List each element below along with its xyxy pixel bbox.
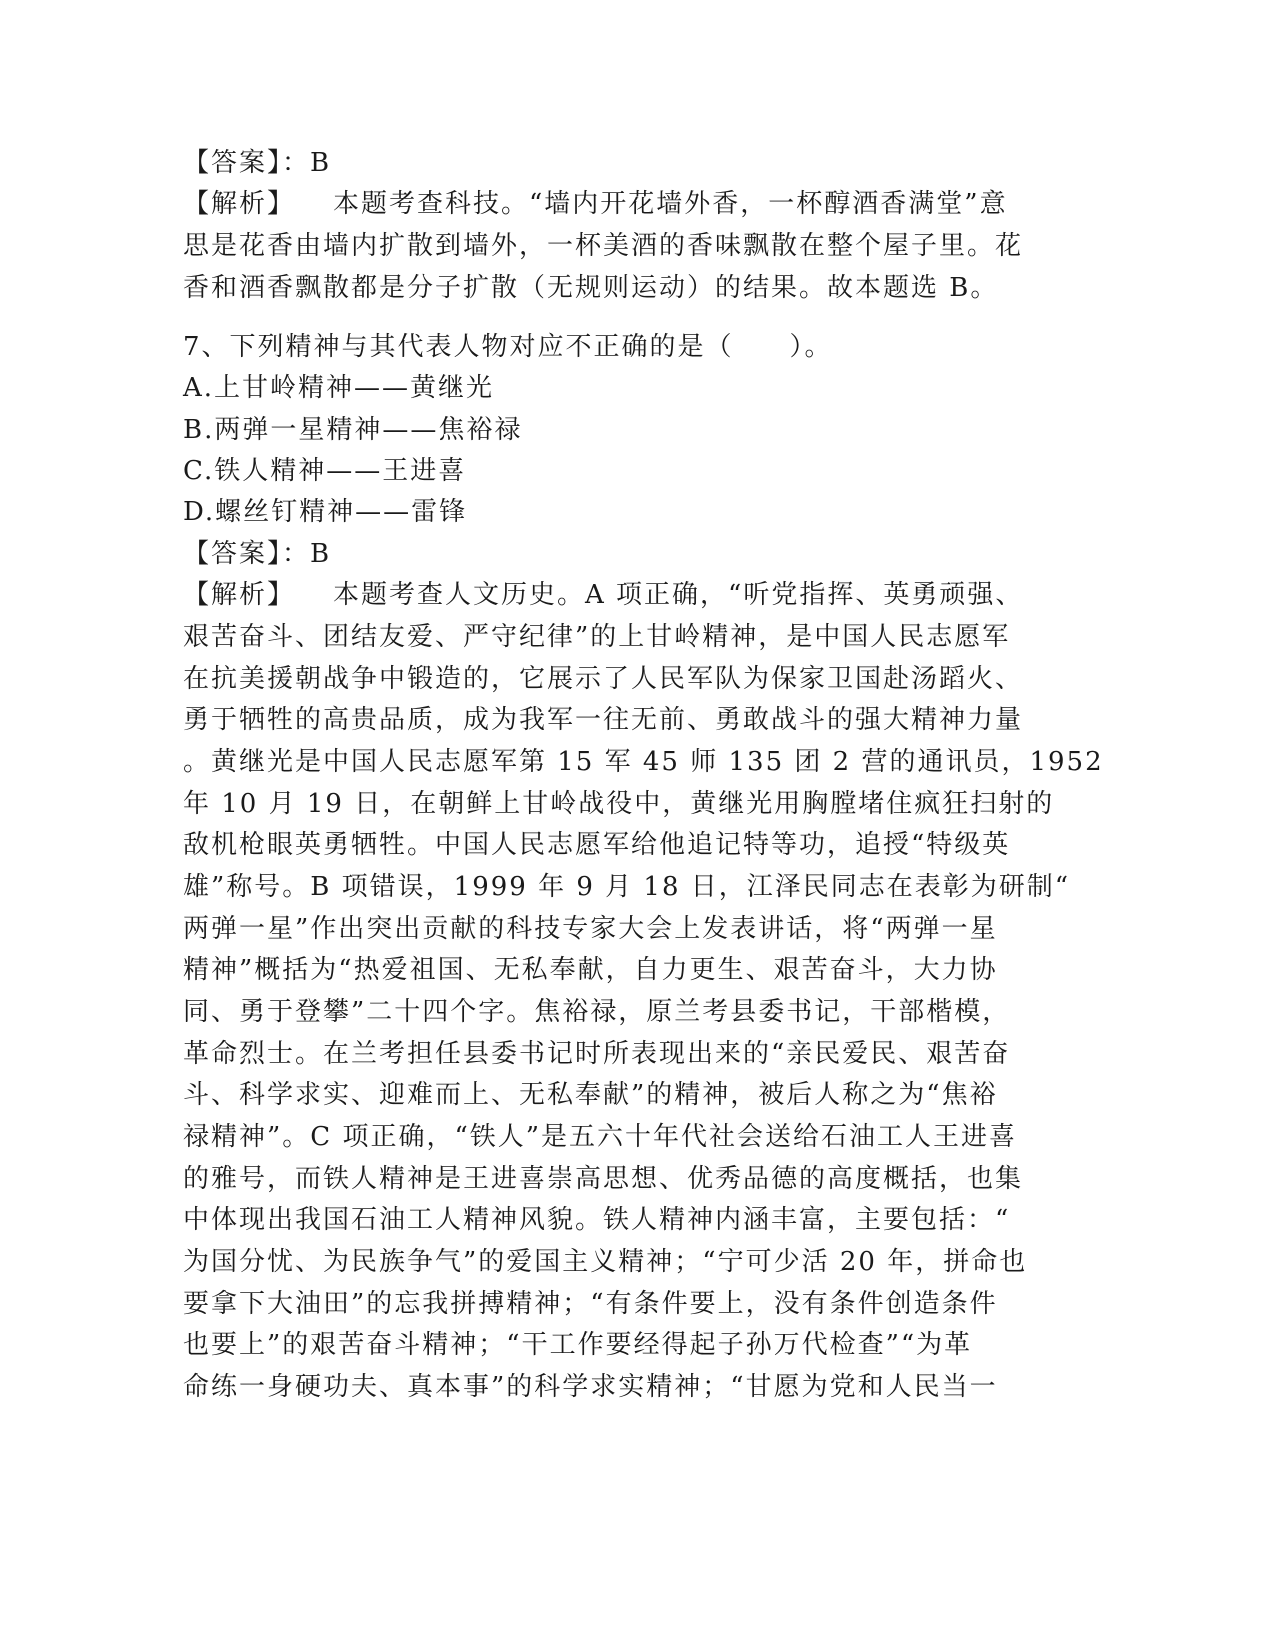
q7-analysis-line-12: 革命烈士。在兰考担任县委书记时所表现出来的“亲民爱民、艰苦奋 — [183, 1039, 1011, 1069]
q7-analysis-line-15: 的雅号，而铁人精神是王进喜崇高思想、优秀品德的高度概括，也集 — [183, 1164, 1024, 1194]
q7-analysis-line-3: 在抗美援朝战争中锻造的，它展示了人民军队为保家卫国赴汤蹈火、 — [183, 664, 1024, 694]
q7-analysis-line-16: 中体现出我国石油工人精神风貌。铁人精神内涵丰富，主要包括：“ — [183, 1205, 1011, 1235]
q7-analysis-line-4: 勇于牺牲的高贵品质，成为我军一往无前、勇敢战斗的强大精神力量 — [183, 705, 1024, 735]
q7-analysis-line-5: 。黄继光是中国人民志愿军第 15 军 45 师 135 团 2 营的通讯员，1952 — [183, 747, 1104, 777]
q6-analysis-label: 【解析】 — [183, 189, 296, 219]
q7-analysis-line-10: 精神”概括为“热爱祖国、无私奉献，自力更生、艰苦奋斗，大力协 — [183, 955, 998, 985]
q6-analysis-line-1 — [183, 184, 1063, 224]
q6-answer-value: B — [310, 148, 332, 178]
q6-analysis-text-1: 本题考查科技。“墙内开花墙外香，一杯醇酒香满堂”意 — [333, 189, 1008, 219]
q7-analysis-line-18: 要拿下大油田”的忘我拼搏精神；“有条件要上，没有条件创造条件 — [183, 1289, 998, 1319]
q6-answer-line — [183, 143, 1063, 183]
q6-answer-label: 【答案】： — [183, 148, 311, 178]
q7-answer-value: B — [310, 539, 332, 569]
q7-answer-line — [183, 534, 1063, 574]
q7-option-b: B.两弹一星精神——焦裕禄 — [183, 415, 523, 445]
q7-option-d: D.螺丝钉精神——雷锋 — [183, 497, 468, 527]
q7-analysis-line-2: 艰苦奋斗、团结友爱、严守纪律”的上甘岭精神，是中国人民志愿军 — [183, 622, 1011, 652]
q7-analysis-line-11: 同、勇于登攀”二十四个字。焦裕禄，原兰考县委书记，干部楷模， — [183, 997, 1011, 1027]
q7-analysis-line-19: 也要上”的艰苦奋斗精神；“干工作要经得起子孙万代检查”“为革 — [183, 1330, 973, 1360]
q7-analysis-line-14: 禄精神”。C 项正确，“铁人”是五六十年代社会送给石油工人王进喜 — [183, 1122, 1018, 1152]
q7-analysis-line-13: 斗、科学求实、迎难而上、无私奉献”的精神，被后人称之为“焦裕 — [183, 1080, 998, 1110]
q7-question: 7、下列精神与其代表人物对应不正确的是（ ）。 — [183, 332, 833, 362]
q6-analysis-line-3: 香和酒香飘散都是分子扩散（无规则运动）的结果。故本题选 B。 — [183, 273, 999, 303]
q7-analysis-line-7: 敌机枪眼英勇牺牲。中国人民志愿军给他追记特等功，追授“特级英 — [183, 830, 1011, 860]
q7-analysis-line-6: 年 10 月 19 日，在朝鲜上甘岭战役中，黄继光用胸膛堵住疯狂扫射的 — [183, 789, 1055, 819]
q7-option-c: C.铁人精神——王进喜 — [183, 456, 467, 486]
q7-analysis-label: 【解析】 — [183, 580, 296, 610]
q7-analysis-line-8: 雄”称号。B 项错误，1999 年 9 月 18 日，江泽民同志在表彰为研制“ — [183, 872, 1071, 902]
q7-analysis-text-1: 本题考查人文历史。A 项正确，“听党指挥、英勇顽强、 — [333, 580, 1024, 610]
q7-analysis-line-20: 命练一身硬功夫、真本事”的科学求实精神；“甘愿为党和人民当一 — [183, 1372, 998, 1402]
q7-answer-label: 【答案】： — [183, 539, 311, 569]
q6-analysis-line-2: 思是花香由墙内扩散到墙外，一杯美酒的香味飘散在整个屋子里。花 — [183, 231, 1024, 261]
q7-analysis-line-9: 两弹一星”作出突出贡献的科技专家大会上发表讲话，将“两弹一星 — [183, 914, 998, 944]
q7-analysis-line-1 — [183, 575, 1063, 615]
q7-option-a: A.上甘岭精神——黄继光 — [183, 373, 495, 403]
q7-analysis-line-17: 为国分忧、为民族争气”的爱国主义精神；“宁可少活 20 年，拼命也 — [183, 1247, 1028, 1277]
